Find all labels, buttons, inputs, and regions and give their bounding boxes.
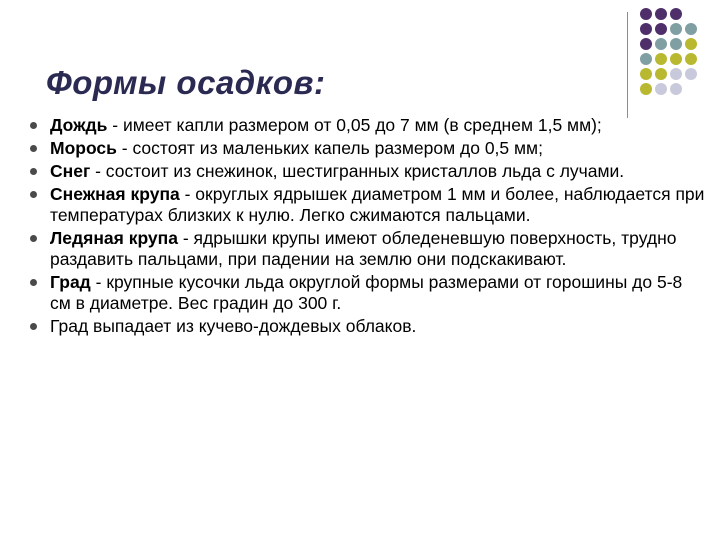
decorative-dot xyxy=(685,38,697,50)
list-item xyxy=(30,272,706,314)
item-text: - имеет капли размером от 0,05 до 7 мм (в среднем 1,5 мм); xyxy=(107,115,602,135)
bullet-icon xyxy=(30,191,37,198)
precipitation-list xyxy=(30,115,706,339)
decorative-dot xyxy=(655,83,667,95)
decorative-dot xyxy=(670,38,682,50)
bullet-icon xyxy=(30,235,37,242)
decorative-dot xyxy=(685,23,697,35)
item-term: Снежная крупа xyxy=(50,184,180,204)
list-item xyxy=(30,161,706,182)
bullet-icon xyxy=(30,145,37,152)
decorative-dot xyxy=(640,83,652,95)
item-text: - ядрышки крупы имеют обледеневшую поверхность, трудно раздавить пальцами, при падении на землю они подскакивают. xyxy=(50,228,677,269)
decorative-dot xyxy=(640,53,652,65)
item-text: - состоят из маленьких капель размером до 0,5 мм; xyxy=(116,138,543,158)
decorative-dot xyxy=(655,38,667,50)
item-term: Снег xyxy=(50,161,91,181)
list-item xyxy=(30,184,706,226)
item-term: Морось xyxy=(50,138,117,158)
decorative-dot xyxy=(685,53,697,65)
decorative-dot xyxy=(640,38,652,50)
decorative-dot xyxy=(670,23,682,35)
list-item xyxy=(30,138,706,159)
bullet-icon xyxy=(30,168,37,175)
bullet-icon xyxy=(30,122,37,129)
decorative-dot xyxy=(670,68,682,80)
item-text: Град выпадает из кучево-дождевых облаков. xyxy=(50,316,417,336)
divider-line xyxy=(627,12,628,118)
decorative-dot xyxy=(655,68,667,80)
decorative-dot xyxy=(670,8,682,20)
list-item xyxy=(30,228,706,270)
decorative-dot xyxy=(640,8,652,20)
decorative-dot xyxy=(685,68,697,80)
decorative-dot xyxy=(640,23,652,35)
slide-title: Формы осадков: xyxy=(46,64,326,101)
decorative-dot xyxy=(640,68,652,80)
item-text: - состоит из снежинок, шестигранных кристаллов льда с лучами. xyxy=(90,161,625,181)
item-term: Ледяная крупа xyxy=(50,228,178,248)
bullet-icon xyxy=(30,279,37,286)
decorative-dot xyxy=(670,53,682,65)
bullet-icon xyxy=(30,323,37,330)
list-item xyxy=(30,316,706,337)
decorative-dot xyxy=(670,83,682,95)
item-text: - округлых ядрышек диаметром 1 мм и более, наблюдается при температурах близких к нулю. Легко сжимаются пальцами. xyxy=(50,184,705,225)
item-text: - крупные кусочки льда округлой формы размерами от горошины до 5-8 см в диаметре. Вес градин до 300 г. xyxy=(50,272,683,313)
item-term: Град xyxy=(50,272,91,292)
decorative-dot xyxy=(655,23,667,35)
decorative-dot xyxy=(655,53,667,65)
decorative-dot xyxy=(655,8,667,20)
item-term: Дождь xyxy=(50,115,108,135)
list-item xyxy=(30,115,706,136)
